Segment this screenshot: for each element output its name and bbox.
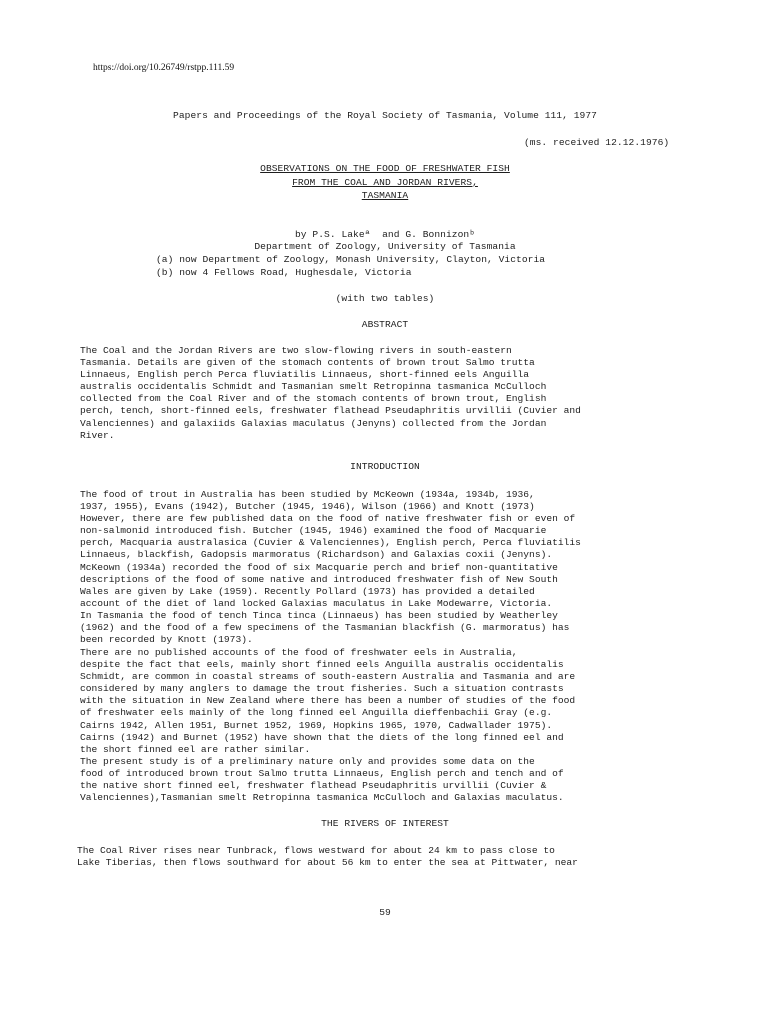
paper-title-line-3: TASMANIA [361, 190, 409, 201]
intro-paragraph-1 [80, 489, 706, 646]
text-line: Cairns (1942) and Burnet (1952) have shown that the diets of the long finned eel and [80, 731, 564, 743]
text-line: Cairns 1942, Allen 1951, Burnet 1952, 1969, Hopkins 1965, 1970, Cadwallader 1975). [80, 719, 553, 731]
text-line: However, there are few published data on the food of native freshwater fish or even of [80, 513, 576, 525]
text-line: perch, Macquaria australasica (Cuvier & Valenciennes), English perch, Perca fluviatilis [80, 537, 581, 549]
doi-link[interactable]: https://doi.org/10.26749/rstpp.111.59 [93, 63, 235, 73]
text-line: australis occidentalis Schmidt and Tasmanian smelt Retropinna tasmanica McCulloch [80, 381, 547, 393]
abstract-paragraph [80, 345, 706, 442]
text-line: There are no published accounts of the food of freshwater eels in Australia, [80, 647, 518, 658]
text-line: considered by many anglers to damage the trout fisheries. Such a situation contrasts [80, 683, 564, 695]
text-line: Linnaeus, blackfish, Gadopsis marmoratus (Richardson) and Galaxias coxii (Jenyns). [80, 549, 553, 561]
journal-line: Papers and Proceedings of the Royal Society of Tasmania, Volume 111, 1977 [173, 110, 597, 121]
text-line: account of the diet of land locked Galaxias maculatus in Lake Modewarre, Victoria. [80, 597, 553, 609]
text-line: River. [80, 429, 115, 441]
rivers-paragraph [77, 845, 713, 869]
introduction-heading: INTRODUCTION [350, 461, 420, 472]
text-line: The Coal and the Jordan Rivers are two slow-flowing rivers in south-eastern [80, 345, 512, 356]
intro-paragraph-2 [80, 647, 706, 756]
affiliation-main: Department of Zoology, University of Tasmania [254, 241, 516, 252]
page-number: 59 [379, 907, 391, 918]
authors: by P.S. Lakeª and G. Bonnizonᵇ [294, 229, 476, 240]
text-line: been recorded by Knott (1973). [80, 634, 253, 646]
text-line: of freshwater eels mainly of the long finned eel Anguilla dieffenbachii Gray (e.g. [80, 707, 553, 719]
text-line: 1937, 1955), Evans (1942), Butcher (1945, 1946), Wilson (1966) and Knott (1973) [80, 501, 535, 513]
text-line: non-salmonid introduced fish. Butcher (1945, 1946) examined the food of Macquarie [80, 525, 547, 537]
text-line: Lake Tiberias, then flows southward for about 56 km to enter the sea at Pittwater, near [77, 857, 578, 869]
text-line: In Tasmania the food of tench Tinca tinca (Linnaeus) has been studied by Weatherley [80, 609, 558, 621]
text-line: Tasmania. Details are given of the stomach contents of brown trout Salmo trutta [80, 357, 535, 369]
text-line: McKeown (1934a) recorded the food of six Macquarie perch and brief non-quantitative [80, 561, 558, 573]
tables-note: (with two tables) [335, 293, 435, 304]
paper-title-line-2: FROM THE COAL AND JORDAN RIVERS, [292, 177, 478, 188]
text-line: the short finned eel are rather similar. [80, 743, 311, 755]
received-date: (ms. received 12.12.1976) [524, 137, 670, 148]
text-line: descriptions of the food of some native and introduced freshwater fish of New South [80, 573, 558, 585]
text-line: Valenciennes),Tasmanian smelt Retropinna tasmanica McCulloch and Galaxias maculatus. [80, 792, 564, 804]
text-line: collected from the Coal River and of the stomach contents of brown trout, English [80, 393, 547, 405]
text-line: The food of trout in Australia has been studied by McKeown (1934a, 1934b, 1936, [80, 489, 535, 500]
paper-title-line-1: OBSERVATIONS ON THE FOOD OF FRESHWATER FISH [260, 163, 510, 174]
abstract-heading: ABSTRACT [361, 319, 409, 330]
text-line: The Coal River rises near Tunbrack, flows westward for about 24 km to pass close to [77, 845, 555, 856]
rivers-heading: THE RIVERS OF INTEREST [321, 818, 449, 829]
text-line: Schmidt, are common in coastal streams of south-eastern Australia and Tasmania and are [80, 671, 576, 683]
text-line: Valenciennes) and galaxiids Galaxias maculatus (Jenyns) collected from the Jordan [80, 417, 547, 429]
intro-paragraph-3 [80, 756, 706, 804]
text-line: the native short finned eel, freshwater flathead Pseudaphritis urvillii (Cuvier & [80, 780, 547, 792]
text-line: Wales are given by Lake (1959). Recently Pollard (1973) has provided a detailed [80, 585, 535, 597]
affiliation-b: (b) now 4 Fellows Road, Hughesdale, Victoria [156, 267, 412, 278]
text-line: Linnaeus, English perch Perca fluviatilis Linnaeus, short-finned eels Anguilla [80, 369, 530, 381]
text-line: perch, tench, short-finned eels, freshwater flathead Pseudaphritis urvillii (Cuvier and [80, 405, 581, 417]
text-line: (1962) and the food of a few specimens of the Tasmanian blackfish (G. marmoratus) has [80, 622, 570, 634]
text-line: food of introduced brown trout Salmo trutta Linnaeus, English perch and tench and of [80, 768, 564, 780]
affiliation-a: (a) now Department of Zoology, Monash University, Clayton, Victoria [156, 254, 546, 265]
text-line: despite the fact that eels, mainly short finned eels Anguilla australis occidentalis [80, 659, 564, 671]
text-line: with the situation in New Zealand where there has been a number of studies of the food [80, 695, 576, 707]
text-line: The present study is of a preliminary nature only and provides some data on the [80, 756, 535, 767]
